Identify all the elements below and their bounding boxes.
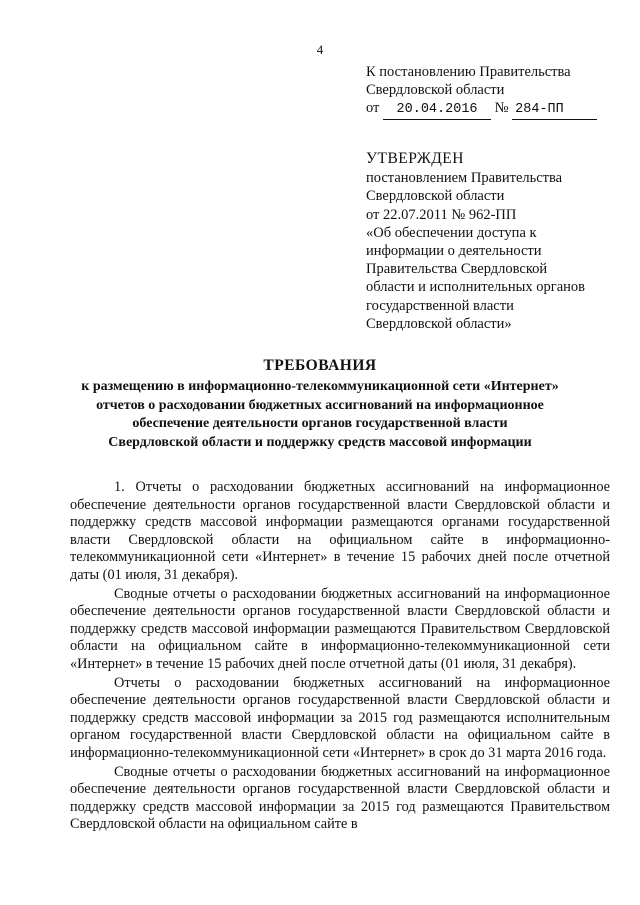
page-number: 4 [316, 42, 324, 57]
subtitle-line: к размещению в информационно-телекоммуникационной сети «Интернет» [81, 379, 559, 394]
requirements-title: ТРЕБОВАНИЯ [263, 357, 377, 374]
attachment-line: Свердловской области [366, 82, 505, 98]
approved-line: Свердловской области» [366, 315, 512, 332]
attachment-line: К постановлению Правительства [366, 64, 571, 80]
approved-line: области и исполнительных органов [366, 279, 585, 296]
attachment-date-line [366, 99, 597, 120]
approved-line: Свердловской области [366, 188, 505, 205]
document-body [70, 479, 610, 834]
attachment-block [366, 63, 597, 120]
number-label: № [494, 100, 509, 116]
approved-block [366, 150, 585, 333]
subtitle-line: обеспечение деятельности органов государственной власти [132, 416, 508, 431]
requirements-subtitle [0, 378, 640, 452]
decree-date: 20.04.2016 [383, 101, 491, 120]
subtitle-line: Свердловской области и поддержку средств массовой информации [108, 434, 532, 450]
body-paragraph: Сводные отчеты о расходовании бюджетных ассигнований на информационное обеспечение деятельности органов государственной власти Свердловской области и поддержку средств массовой информации за 2015 год размещаются Правительством Свердловской области на официальном сайте в [70, 763, 610, 833]
approved-line: Правительства Свердловской [366, 261, 548, 278]
body-paragraph: Отчеты о расходовании бюджетных ассигнований на информационное обеспечение деятельности органов государственной власти Свердловской области и поддержку средств массовой информации за 2015 год размещаются исполнительным органом государственной власти Свердловской области на официальном сайте в информационно-телекоммуникационной сети «Интернет» в срок до 31 марта 2016 года. [70, 674, 610, 761]
approved-title: УТВЕРЖДЕН [366, 150, 464, 167]
approved-line: государственной власти [366, 297, 514, 314]
body-paragraph: Сводные отчеты о расходовании бюджетных ассигнований на информационное обеспечение деятельности органов государственной власти Свердловской области и поддержку средств массовой информации размещаются Правительством Свердловской области на официальном сайте в информационно-телекоммуникационной сети «Интернет» в течение 15 рабочих дней после отчетной даты (01 июля, 31 декабря). [70, 585, 610, 672]
decree-number: 284-ПП [512, 101, 597, 120]
subtitle-line: отчетов о расходовании бюджетных ассигнований на информационное [96, 397, 544, 413]
approved-line: от 22.07.2011 № 962-ПП [366, 206, 517, 223]
approved-line: «Об обеспечении доступа к [366, 224, 537, 241]
from-label: от [366, 100, 380, 116]
approved-line: постановлением Правительства [366, 170, 563, 187]
approved-line: информации о деятельности [366, 243, 542, 260]
body-paragraph: 1. Отчеты о расходовании бюджетных ассигнований на информационное обеспечение деятельности органов государственной власти Свердловской области и поддержку средств массовой информации размещаются органами государственной власти Свердловской области на официальном сайте в информационно-телекоммуникационной сети «Интернет» в течение 15 рабочих дней после отчетной даты (01 июля, 31 декабря). [70, 479, 610, 583]
